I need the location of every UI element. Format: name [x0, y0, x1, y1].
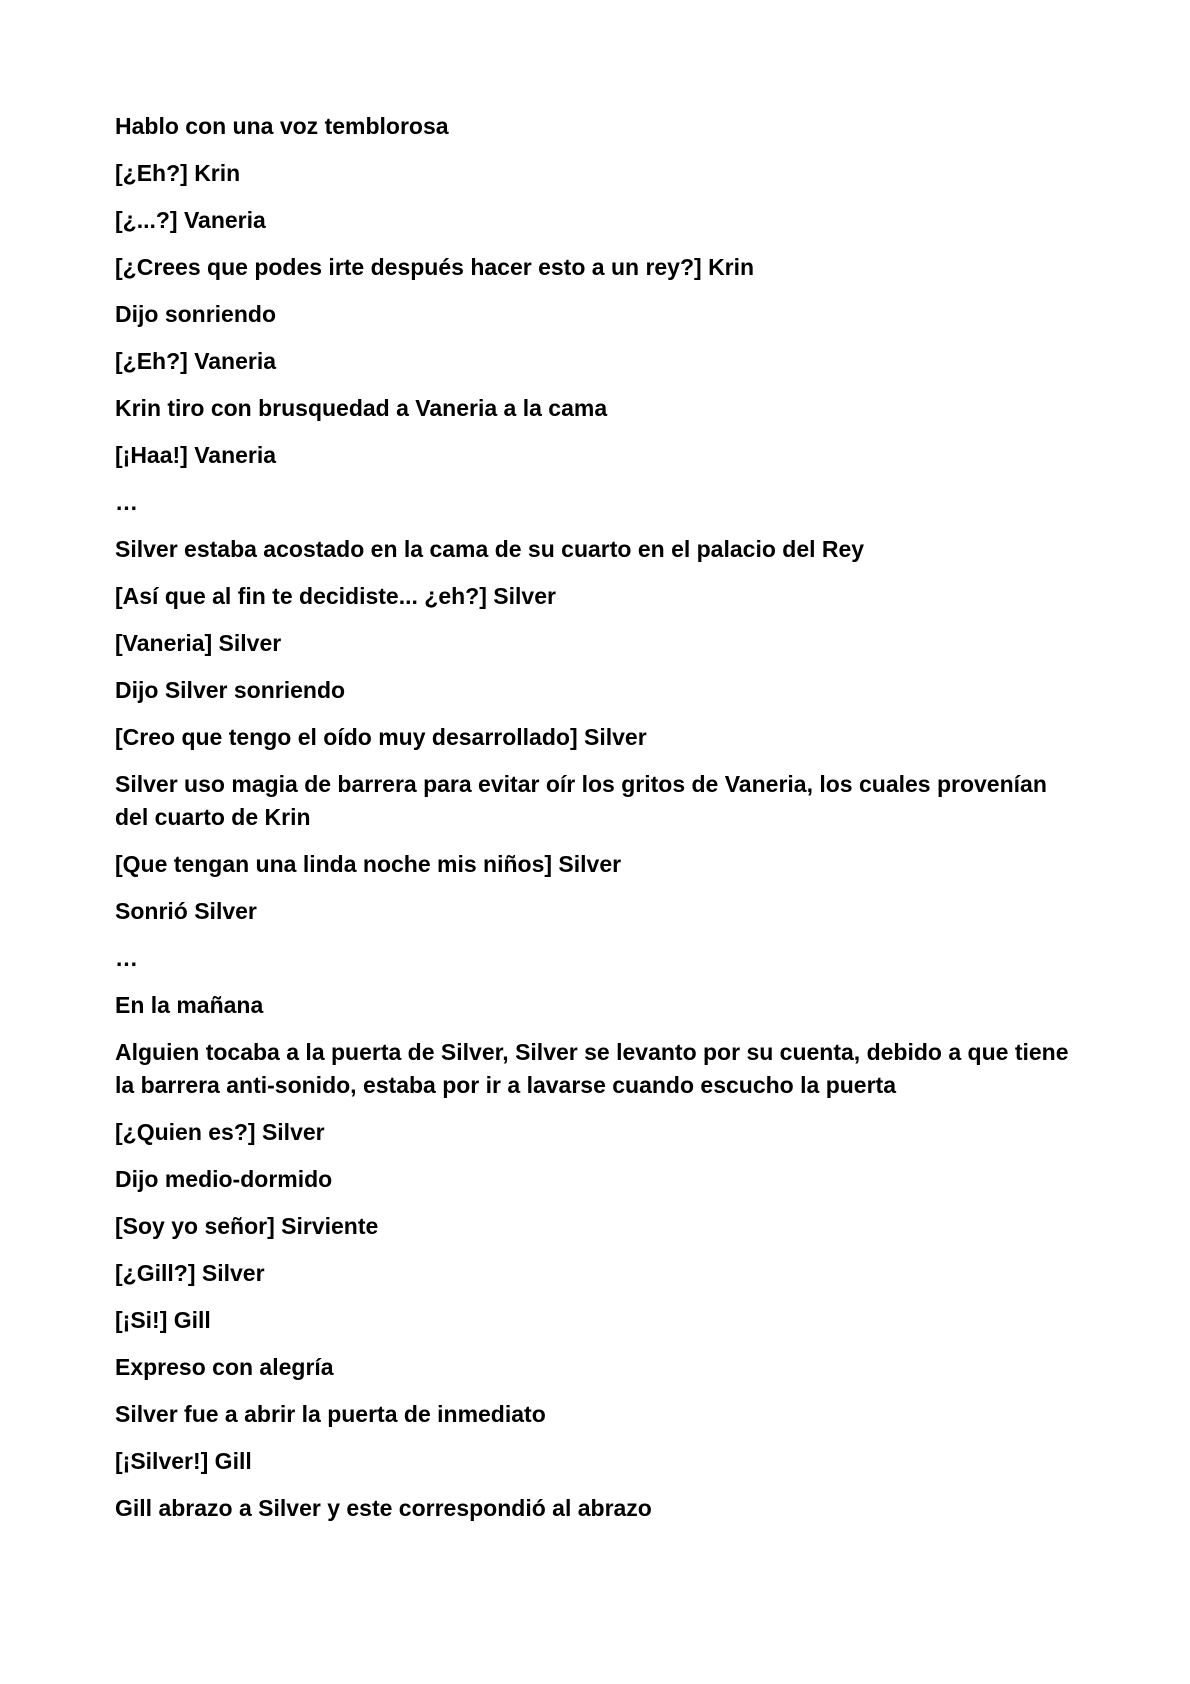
paragraph: Dijo sonriendo	[115, 301, 276, 327]
paragraph: [Creo que tengo el oído muy desarrollado] Silver	[115, 724, 647, 750]
paragraph: [¡Haa!] Vaneria	[115, 442, 277, 468]
paragraph: [¿...?] Vaneria	[115, 207, 266, 233]
paragraph: Silver uso magia de barrera para evitar oír los gritos de Vaneria, los cuales provenían del cuarto de Krin	[115, 771, 1047, 830]
paragraph: Gill abrazo a Silver y este correspondió al abrazo	[115, 1495, 652, 1521]
paragraph: Dijo Silver sonriendo	[115, 677, 346, 703]
paragraph: [Vaneria] Silver	[115, 630, 282, 656]
text-column	[115, 110, 1075, 1539]
paragraph: En la mañana	[115, 992, 264, 1018]
paragraph: Krin tiro con brusquedad a Vaneria a la cama	[115, 395, 608, 421]
paragraph: [¡Silver!] Gill	[115, 1448, 252, 1474]
paragraph: Hablo con una voz temblorosa	[115, 113, 449, 139]
ellipsis-separator: …	[115, 489, 138, 515]
paragraph: [Soy yo señor] Sirviente	[115, 1213, 379, 1239]
paragraph: Sonrió Silver	[115, 898, 257, 924]
paragraph: [¡Si!] Gill	[115, 1307, 211, 1333]
ellipsis-separator: …	[115, 945, 138, 971]
paragraph: Alguien tocaba a la puerta de Silver, Silver se levanto por su cuenta, debido a que tiene la barrera anti-sonido, estaba por ir a lavarse cuando escucho la puerta	[115, 1039, 1069, 1098]
paragraph: [Que tengan una linda noche mis niños] Silver	[115, 851, 622, 877]
paragraph: Dijo medio-dormido	[115, 1166, 333, 1192]
paragraph: [¿Eh?] Vaneria	[115, 348, 277, 374]
paragraph: Silver fue a abrir la puerta de inmediato	[115, 1401, 546, 1427]
paragraph: [¿Quien es?] Silver	[115, 1119, 325, 1145]
paragraph: [Así que al fin te decidiste... ¿eh?] Silver	[115, 583, 556, 609]
paragraph: Expreso con alegría	[115, 1354, 334, 1380]
paragraph: [¿Gill?] Silver	[115, 1260, 265, 1286]
paragraph: [¿Eh?] Krin	[115, 160, 241, 186]
paragraph: Silver estaba acostado en la cama de su cuarto en el palacio del Rey	[115, 536, 865, 562]
paragraph: [¿Crees que podes irte después hacer esto a un rey?] Krin	[115, 254, 755, 280]
